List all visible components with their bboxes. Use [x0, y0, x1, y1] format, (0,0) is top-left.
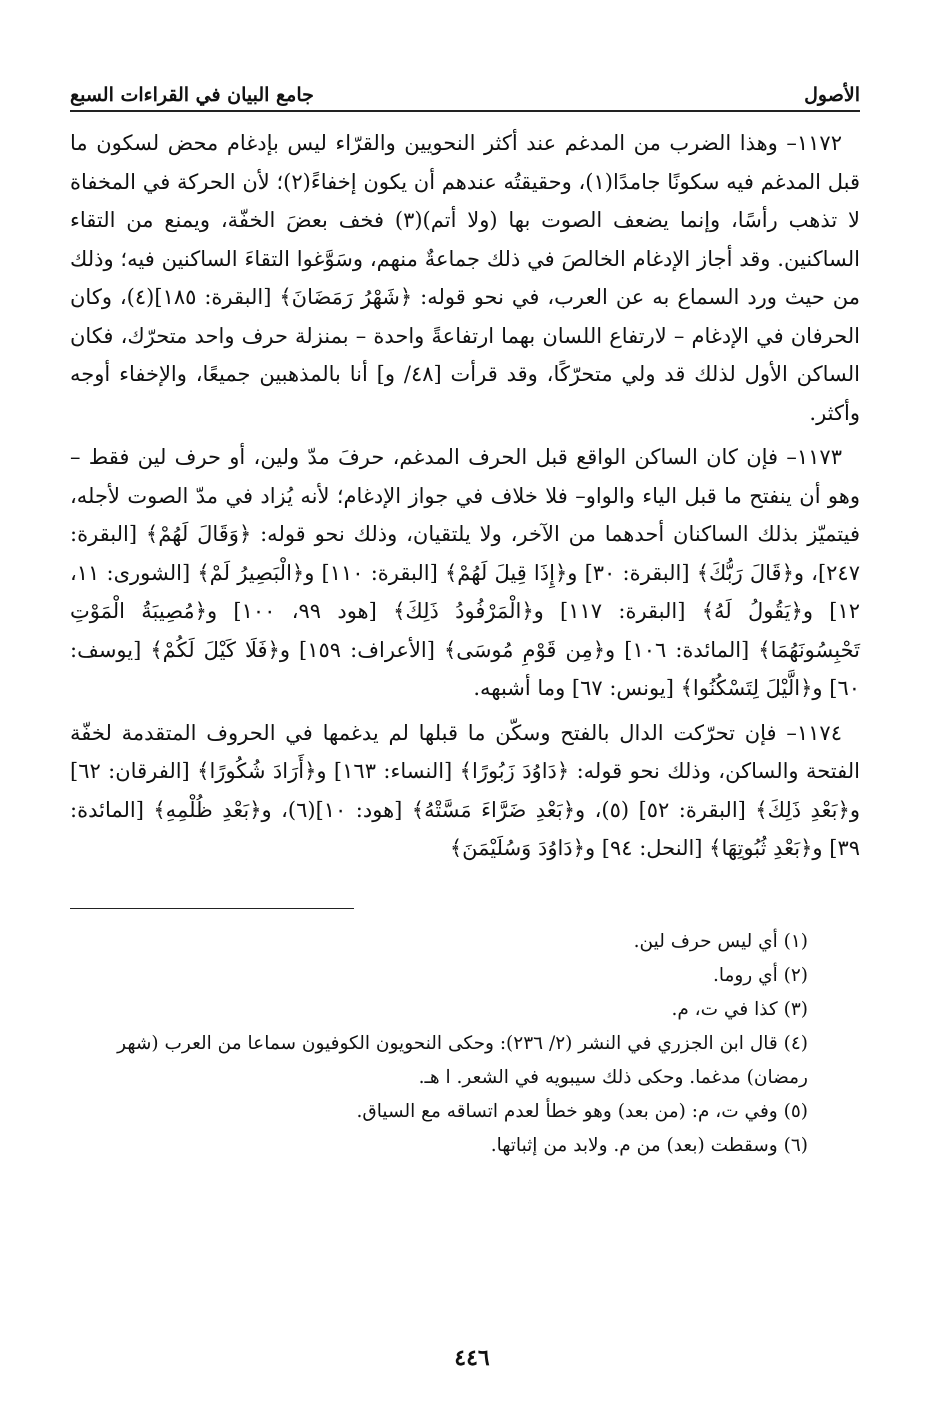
main-text [70, 124, 860, 868]
paragraph-1173: ١١٧٣– فإن كان الساكن الواقع قبل الحرف المدغم، حرفَ مدّ ولين، أو حرف لين فقط – وهو أن ينفتح ما قبل الياء والواو– فلا خلاف في جواز الإدغام؛ لأنه يُزاد في مدّ الصوت لأجله، فيتميّز بذلك الساكنان أحدهما من الآخر، ولا يلتقيان، وذلك نحو قوله: ﴿وَقَالَ لَهُمْ﴾ [البقرة: ٢٤٧]، و﴿قَالَ رَبُّكَ﴾ [البقرة: ٣٠] و﴿إِذَا قِيلَ لَهُمْ﴾ [البقرة: ١١٠] و﴿الْبَصِيرُ لَمْ﴾ [الشورى: ١١، ١٢] و﴿يَقُولُ لَهُ﴾ [البقرة: ١١٧] و﴿الْمَرْفُودُ ذَلِكَ﴾ [هود ٩٩، ١٠٠] و﴿مُصِيبَةُ الْمَوْتِ تَحْبِسُونَهُمَا﴾ [المائدة: ١٠٦] و﴿مِن قَوْمِ مُوسَى﴾ [الأعراف: ١٥٩] و﴿فَلَا كَيْلَ لَكُمْ﴾ [يوسف: ٦٠] و﴿الَّيْلَ لِتَسْكُنُوا﴾ [يونس: ٦٧] وما أشبهه. [70, 445, 861, 700]
footnote-6: (٦) وسقطت (بعد) من م. ولابد من إثباتها. [490, 1134, 808, 1156]
section-title: الأصول [804, 84, 860, 106]
paragraph-1172: ١١٧٢– وهذا الضرب من المدغم عند أكثر النحويين والقرّاء ليس بإدغام محض لسكون ما قبل المدغم فيه سكونًا جامدًا(١)، وحقيقتُه عندهم أن يكون إخفاءً(٢)؛ لأن الحركة في المخفاة لا تذهب رأسًا، وإنما يضعف الصوت بها (ولا أتم)(٣) فخف بعضَ الخفّة، ويمنع من التقاء الساكنين. وقد أجاز الإدغام الخالصَ في ذلك جماعةٌ منهم، وسَوَّغوا التقاءَ الساكنين فيه؛ وذلك من حيث ورد السماع به عن العرب، في نحو قوله: ﴿شَهْرُ رَمَضَانَ﴾ [البقرة: ١٨٥](٤)، وكان الحرفان في الإدغام – لارتفاع اللسان بهما ارتفاعةً واحدة – بمنزلة حرف واحد متحرّك، فكان الساكن الأول لذلك قد ولي متحرّكًا، وقد قرأت [٤٨/ و] أنا بالمذهبين جميعًا، والإخفاء أوجه وأكثر. [70, 131, 861, 425]
running-header [70, 70, 860, 106]
book-page [70, 70, 860, 1370]
footnote-3: (٣) كذا في ت، م. [671, 998, 808, 1020]
footnote-1: (١) أي ليس حرف لين. [633, 930, 808, 952]
footnote-5: (٥) وفي ت، م: (من بعد) وهو خطأ لعدم اتساقه مع السياق. [356, 1100, 808, 1122]
footnote-2: (٢) أي روما. [712, 964, 808, 986]
header-rule [70, 110, 860, 112]
footnote-4: (٤) قال ابن الجزري في النشر (٢/ ٢٣٦): وحكى النحويون الكوفيون سماعا من العرب (شهر رمضان) مدغما. وحكى ذلك سيبويه في الشعر. ا هـ. [117, 1032, 808, 1088]
footnote-separator [70, 908, 354, 909]
paragraph-1174: ١١٧٤– فإن تحرّكت الدال بالفتح وسكّن ما قبلها لم يدغمها في الحروف المتقدمة لخفّة الفتحة والساكن، وذلك نحو قوله: ﴿دَاوُدَ زَبُورًا﴾ [النساء: ١٦٣] و﴿أَرَادَ شُكُورًا﴾ [الفرقان: ٦٢] و﴿بَعْدِ ذَلِكَ﴾ [البقرة: ٥٢] (٥)، و﴿بَعْدِ ضَرَّاءَ مَسَّتْهُ﴾ [هود: ١٠](٦)، و﴿بَعْدِ ظُلْمِهِ﴾ [المائدة: ٣٩] و﴿بَعْدِ ثُبُوتِهَا﴾ [النحل: ٩٤] و﴿دَاوُدَ وَسُلَيْمَنَ﴾ [70, 720, 860, 860]
footnotes [70, 925, 860, 1163]
book-title: جامع البيان في القراءات السبع [70, 84, 314, 106]
page-number: ٤٤٦ [454, 1345, 490, 1371]
